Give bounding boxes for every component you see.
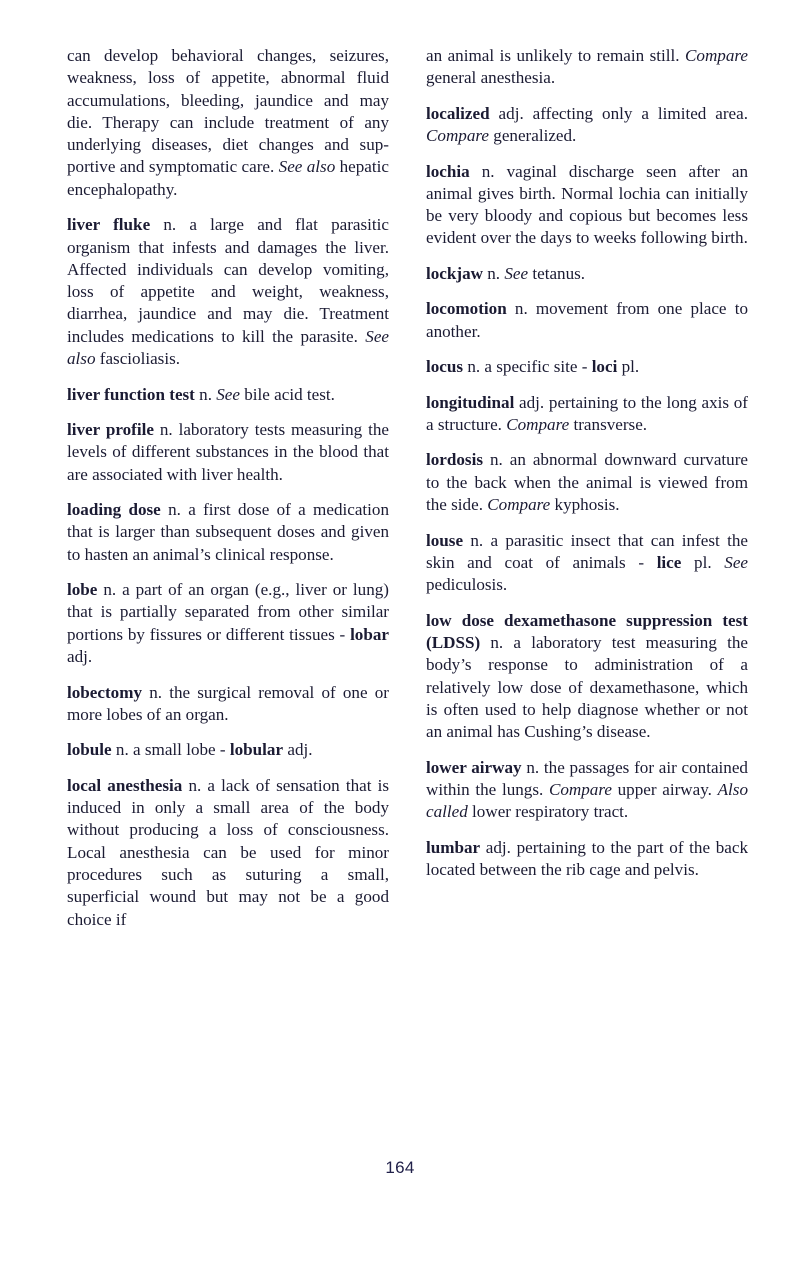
dictionary-entry	[426, 392, 748, 437]
entry-headword: lobe	[67, 580, 98, 600]
entry-definition-text: n. a part of an organ (e.g., liver or lung) that is partially separated from other similar portions by fissures or different tissues -	[67, 580, 389, 644]
entry-definition-text: n. a large and flat parasitic organism that infests and damages the liver. Affected individuals can develop vomiting, loss of appetite and weight, weakness, diarrhea, jaundice and may die. Treatment includes medications to kill the parasite.	[67, 215, 389, 346]
dictionary-entry	[67, 775, 389, 931]
entry-definition-text: general anesthesia.	[426, 68, 556, 88]
dictionary-entry	[426, 837, 748, 882]
dictionary-entry	[426, 298, 748, 343]
entry-cross-reference-label: Compare	[685, 46, 748, 65]
entry-headword: locomotion	[426, 299, 507, 319]
entry-definition-text: upper airway.	[611, 779, 718, 799]
entry-cross-reference-label: See also	[67, 326, 389, 369]
entry-cross-reference-label: Compare	[548, 779, 612, 799]
dictionary-entry	[426, 449, 748, 516]
entry-headword: lobectomy	[67, 682, 143, 702]
entry-headword: lochia	[426, 161, 470, 181]
entry-cross-reference-label: See also	[278, 157, 336, 177]
dictionary-entry	[426, 757, 748, 824]
dictionary-entry	[67, 579, 389, 668]
entry-definition-text: adj. pertaining to the part of the back located between the rib cage and pelvis.	[426, 837, 748, 879]
entry-definition-text: generalized.	[489, 126, 577, 146]
dictionary-entry	[426, 356, 748, 378]
entry-headword: lordosis	[426, 450, 483, 470]
entry-cross-reference-label: Compare	[506, 414, 570, 434]
entry-headword: lumbar	[426, 837, 481, 857]
entry-definition-text: n. laboratory tests measuring the levels of different substances in the blood that are associated with liver health.	[67, 420, 389, 484]
dictionary-entry	[426, 610, 748, 744]
entry-cross-reference-label: Also called	[426, 779, 748, 822]
entry-definition-text: n. movement from one place to another.	[426, 299, 748, 341]
entry-inflected-form: lice	[656, 552, 682, 572]
entry-headword: local anesthesia	[67, 775, 183, 795]
entry-definition-text: transverse.	[569, 414, 648, 434]
entry-definition-text: n. a small lobe -	[111, 740, 230, 760]
right-text-column	[426, 45, 748, 1130]
entry-inflected-form: loci	[591, 357, 618, 377]
entry-headword: loading dose	[67, 500, 161, 520]
entry-headword: liver function test	[67, 384, 195, 404]
dictionary-entry	[426, 161, 748, 250]
entry-definition-text: n. a first dose of a medication that is larger than subsequent doses and given to hasten an animal’s clinical response.	[67, 500, 390, 564]
entry-headword: lockjaw	[426, 263, 483, 283]
entry-definition-text: kyphosis.	[550, 495, 620, 515]
entry-cross-reference-label: See	[724, 552, 748, 572]
dictionary-entry	[67, 499, 389, 566]
dictionary-entry	[67, 419, 389, 486]
entry-definition-text: hepatic encephalopathy.	[67, 157, 389, 199]
dictionary-entry	[426, 263, 748, 285]
entry-headword: localized	[426, 103, 490, 123]
entry-definition-text: pl.	[617, 357, 640, 377]
entry-cross-reference-label: See	[216, 384, 240, 404]
continued-paragraph	[426, 45, 748, 90]
entry-definition-text: fascioliasis.	[95, 349, 181, 369]
entry-definition-text: pl.	[681, 552, 725, 572]
entry-headword: liver fluke	[67, 215, 151, 235]
entry-headword: longitudinal	[426, 392, 515, 412]
entry-headword: lobule	[67, 740, 112, 760]
entry-headword: lower airway	[426, 757, 522, 777]
entry-headword: low dose dexamethasone suppression test (LDSS)	[426, 610, 748, 652]
entry-definition-text: n.	[194, 384, 217, 404]
entry-definition-text: n. the passages for air contained within the lungs.	[426, 757, 748, 799]
entry-definition-text: lower respiratory tract.	[467, 802, 629, 822]
entry-definition-text: an animal is unlikely to remain still.	[426, 46, 685, 65]
entry-definition-text: bile acid test.	[239, 384, 335, 404]
entry-cross-reference-label: See	[504, 263, 529, 283]
entry-cross-reference-label: Compare	[487, 495, 551, 515]
entry-cross-reference-label: Compare	[426, 126, 489, 146]
entry-definition-text: pediculosis.	[426, 575, 508, 595]
dictionary-entry	[67, 682, 389, 727]
entry-headword: locus	[426, 357, 464, 377]
entry-definition-text: n.	[482, 263, 505, 283]
entry-definition-text: n. a laboratory test measuring the body’s response to administration of a relatively low dose of dexamethasone, which is often used to help diagnose whether or not an animal has Cushing’s disease.	[426, 632, 748, 742]
entry-definition-text: n. an abnormal downward curvature to the back when the animal is viewed from the side.	[426, 450, 748, 515]
left-text-column	[67, 45, 389, 1130]
entry-inflected-form: lobar	[350, 624, 389, 644]
entry-headword: liver profile	[67, 420, 154, 440]
dictionary-entry	[426, 103, 748, 148]
entry-definition-text: adj.	[283, 740, 313, 760]
entry-definition-text: can develop behavioral changes, seizures, weakness, loss of appetite, abnormal fluid accumulations, bleeding, jaundice and may die. Therapy can include treatment of any underlying diseases, diet changes and supportive and symptomatic care.	[67, 46, 389, 177]
entry-definition-text: adj. affecting only a limited area.	[489, 103, 748, 123]
entry-definition-text: n. a lack of sensation that is induced in only a small area of the body without producing a loss of consciousness. Local anesthesia can be used for minor procedures such as suturing a small, superficial wound but may not be a good choice if	[67, 775, 390, 929]
dictionary-entry	[426, 530, 748, 597]
entry-definition-text: n. the surgical removal of one or more lobes of an organ.	[67, 682, 389, 724]
entry-definition-text: n. a parasitic insect that can infest the skin and coat of animals -	[426, 530, 748, 572]
entry-definition-text: n. a specific site -	[463, 357, 592, 377]
continued-paragraph	[67, 45, 389, 201]
dictionary-entry	[67, 739, 389, 761]
entry-headword: louse	[426, 530, 464, 550]
entry-definition-text: n. vaginal discharge seen after an animal gives birth. Normal lochia can initially be very bloody and copious but becomes less evident over the days to weeks following birth.	[426, 161, 748, 248]
page-number: 164	[385, 1158, 415, 1177]
entry-definition-text: adj.	[67, 647, 93, 667]
dictionary-entry	[67, 384, 389, 406]
entry-inflected-form: lobular	[229, 740, 284, 760]
two-column-text-body	[67, 45, 748, 1130]
entry-definition-text: tetanus.	[528, 263, 586, 283]
entry-definition-text: adj. pertaining to the long axis of a structure.	[426, 392, 748, 434]
dictionary-entry	[67, 214, 389, 370]
